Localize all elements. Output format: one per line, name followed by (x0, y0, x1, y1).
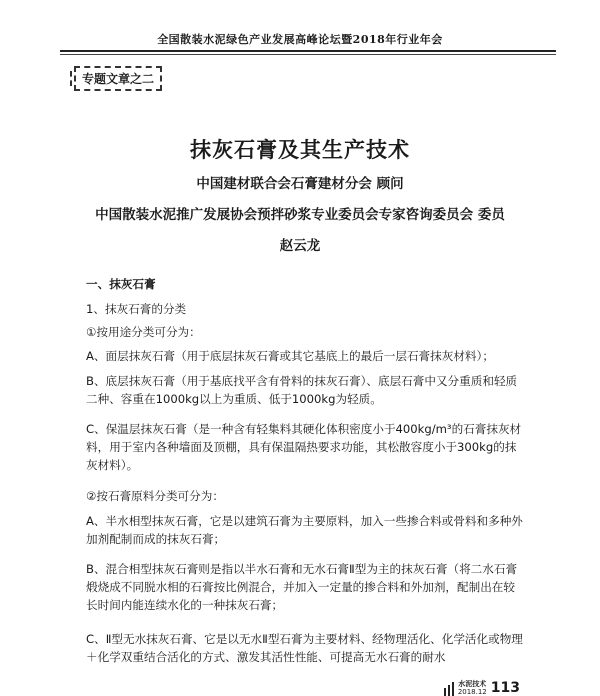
author-affiliation-1: 中国建材联合会石膏建材分会 顾问 (196, 176, 404, 192)
paragraph-mixed-phase-plaster: B、混合相型抹灰石膏则是指以半水石膏和无水石膏Ⅱ型为主的抹灰石膏（将二水石膏煅烧成不同脱水相的石膏按比例混合，并加入一定量的掺合料和外加剂，配制出在较长时间内能连续水化的一种抹灰石膏； (86, 562, 518, 612)
paragraph-base-plaster: B、底层抹灰石膏（用于基底找平含有骨料的抹灰石膏）、底层石膏中又分重质和轻质二种、容重在1000kg以上为重质、低于1000kg为轻质。 (86, 374, 518, 406)
subsection-heading: 1、抹灰石膏的分类 (86, 302, 187, 316)
magazine-issue (458, 680, 487, 696)
paragraph-surface-plaster: A、面层抹灰石膏（用于底层抹灰石膏或其它基底上的最后一层石膏抹灰材料）； (86, 349, 494, 363)
author-name: 赵云龙 (279, 238, 321, 254)
column-badge: 专题文章之二 (74, 66, 162, 91)
classification-heading-material: ②按石膏原料分类可分为： (86, 489, 224, 503)
issue-date: 2018.12 (457, 688, 487, 696)
paragraph-hemihydrate-plaster: A、半水相型抹灰石膏，它是以建筑石膏为主要原料，加入一些掺合料或骨料和多种外加剂配制而成的抹灰石膏； (86, 514, 523, 546)
author-affiliation-2: 中国散装水泥推广发展协会预拌砂浆专业委员会专家咨询委员会 委员 (95, 207, 505, 223)
barcode-icon (444, 682, 454, 696)
page-number: 113 (490, 680, 520, 696)
header-rule (60, 50, 556, 52)
classification-heading-use: ①按用途分类可分为： (86, 325, 201, 339)
section-heading: 一、抹灰石膏 (86, 277, 156, 291)
header-rule-thin (60, 54, 556, 55)
paragraph-anhydrite-plaster: C、Ⅱ型无水抹灰石膏、它是以无水Ⅱ型石膏为主要材料、经物理活化、化学活化或物理＋化学双重结合活化的方式、激发其活性性能、可提高无水石膏的耐水 (86, 632, 523, 664)
running-header: 全国散装水泥绿色产业发展高峰论坛暨2018年行业年会 (157, 33, 443, 46)
article-title: 抹灰石膏及其生产技术 (190, 137, 410, 162)
page-footer (444, 678, 520, 696)
paragraph-insulation-plaster: C、保温层抹灰石膏（是一种含有轻集料其硬化体积密度小于400kg/m³的石膏抹灰材料，用于室内各种墙面及顶棚，具有保温隔热要求功能，其松散容度小于300kg的抹灰材料）。 (86, 422, 522, 472)
magazine-name: 水泥技术 (458, 680, 487, 688)
